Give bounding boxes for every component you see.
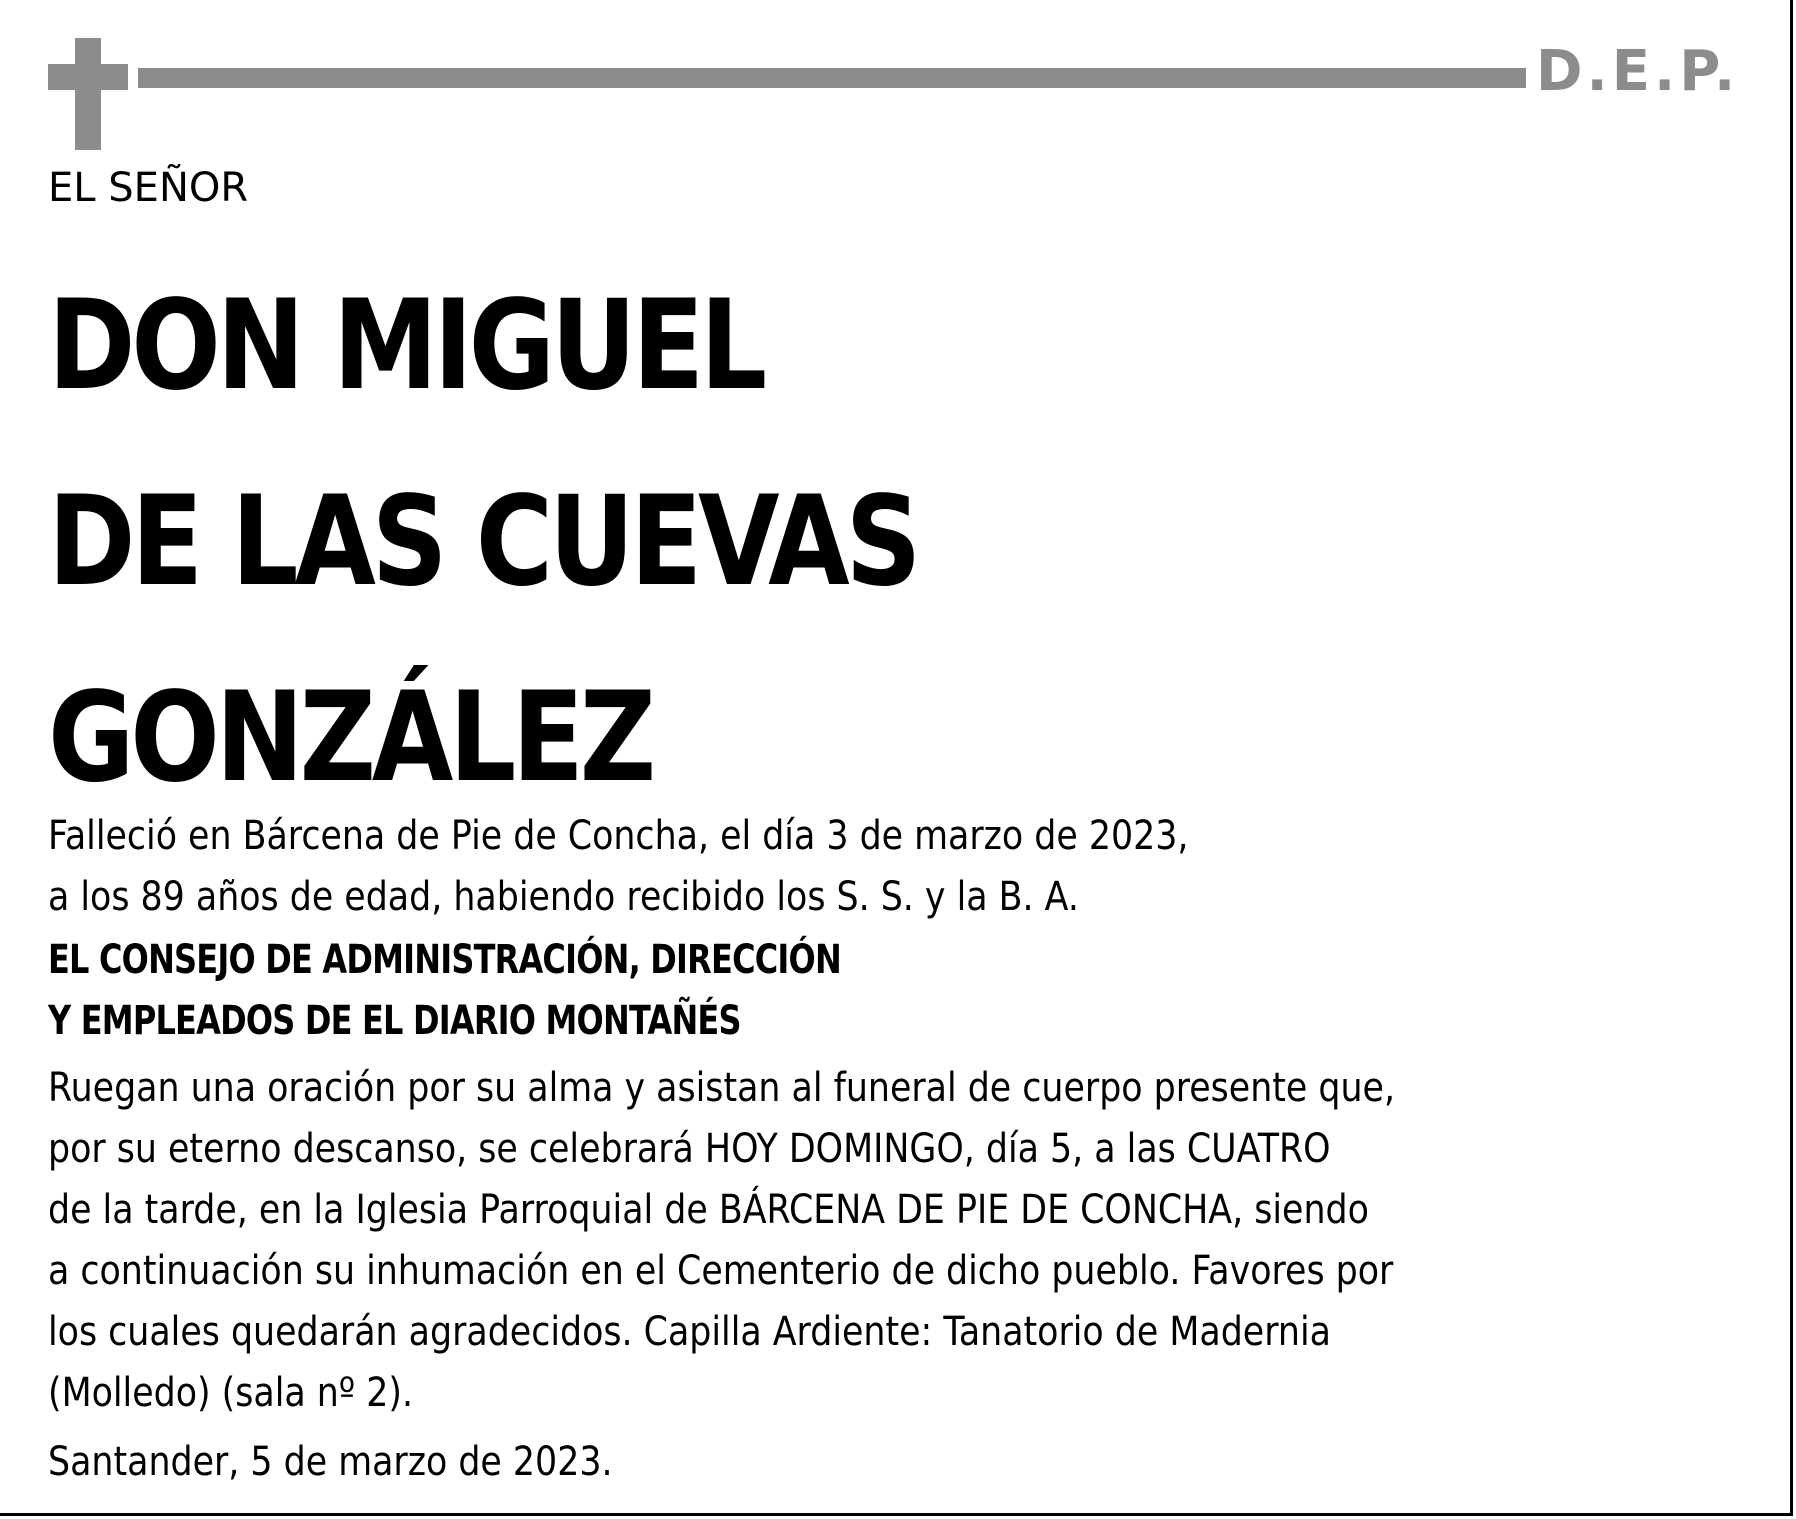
honorific: EL SEÑOR: [48, 165, 249, 211]
organization-notice: [48, 930, 841, 1052]
deceased-name: [48, 248, 917, 836]
cross-icon: [48, 38, 128, 150]
death-line: a los 89 años de edad, habiendo recibido los S. S. y la B. A.: [48, 874, 1079, 920]
funeral-notice: [48, 1058, 1395, 1424]
name-line: GONZÁLEZ: [48, 666, 652, 810]
header-rule: [138, 68, 1526, 88]
funeral-line: a continuación su inhumación en el Cementerio de dicho pueblo. Favores por: [48, 1248, 1394, 1294]
death-notice: [48, 806, 1188, 928]
death-line: Falleció en Bárcena de Pie de Concha, el día 3 de marzo de 2023,: [48, 813, 1189, 859]
funeral-line: por su eterno descanso, se celebrará HOY DOMINGO, día 5, a las CUATRO: [48, 1126, 1331, 1172]
signoff: [48, 1432, 613, 1493]
signoff-line: Santander, 5 de marzo de 2023.: [48, 1439, 613, 1485]
dep-label: D.E.P.: [1536, 39, 1740, 104]
organization-line: Y EMPLEADOS DE EL DIARIO MONTAÑÉS: [48, 998, 741, 1044]
name-line: DE LAS CUEVAS: [48, 470, 918, 614]
funeral-line: (Molledo) (sala nº 2).: [48, 1370, 414, 1416]
name-line: DON MIGUEL: [48, 274, 763, 418]
funeral-line: los cuales quedarán agradecidos. Capilla Ardiente: Tanatorio de Madernia: [48, 1309, 1331, 1355]
organization-line: EL CONSEJO DE ADMINISTRACIÓN, DIRECCIÓN: [48, 937, 841, 983]
funeral-line: Ruegan una oración por su alma y asistan al funeral de cuerpo presente que,: [48, 1065, 1396, 1111]
funeral-line: de la tarde, en la Iglesia Parroquial de BÁRCENA DE PIE DE CONCHA, siendo: [48, 1187, 1369, 1233]
